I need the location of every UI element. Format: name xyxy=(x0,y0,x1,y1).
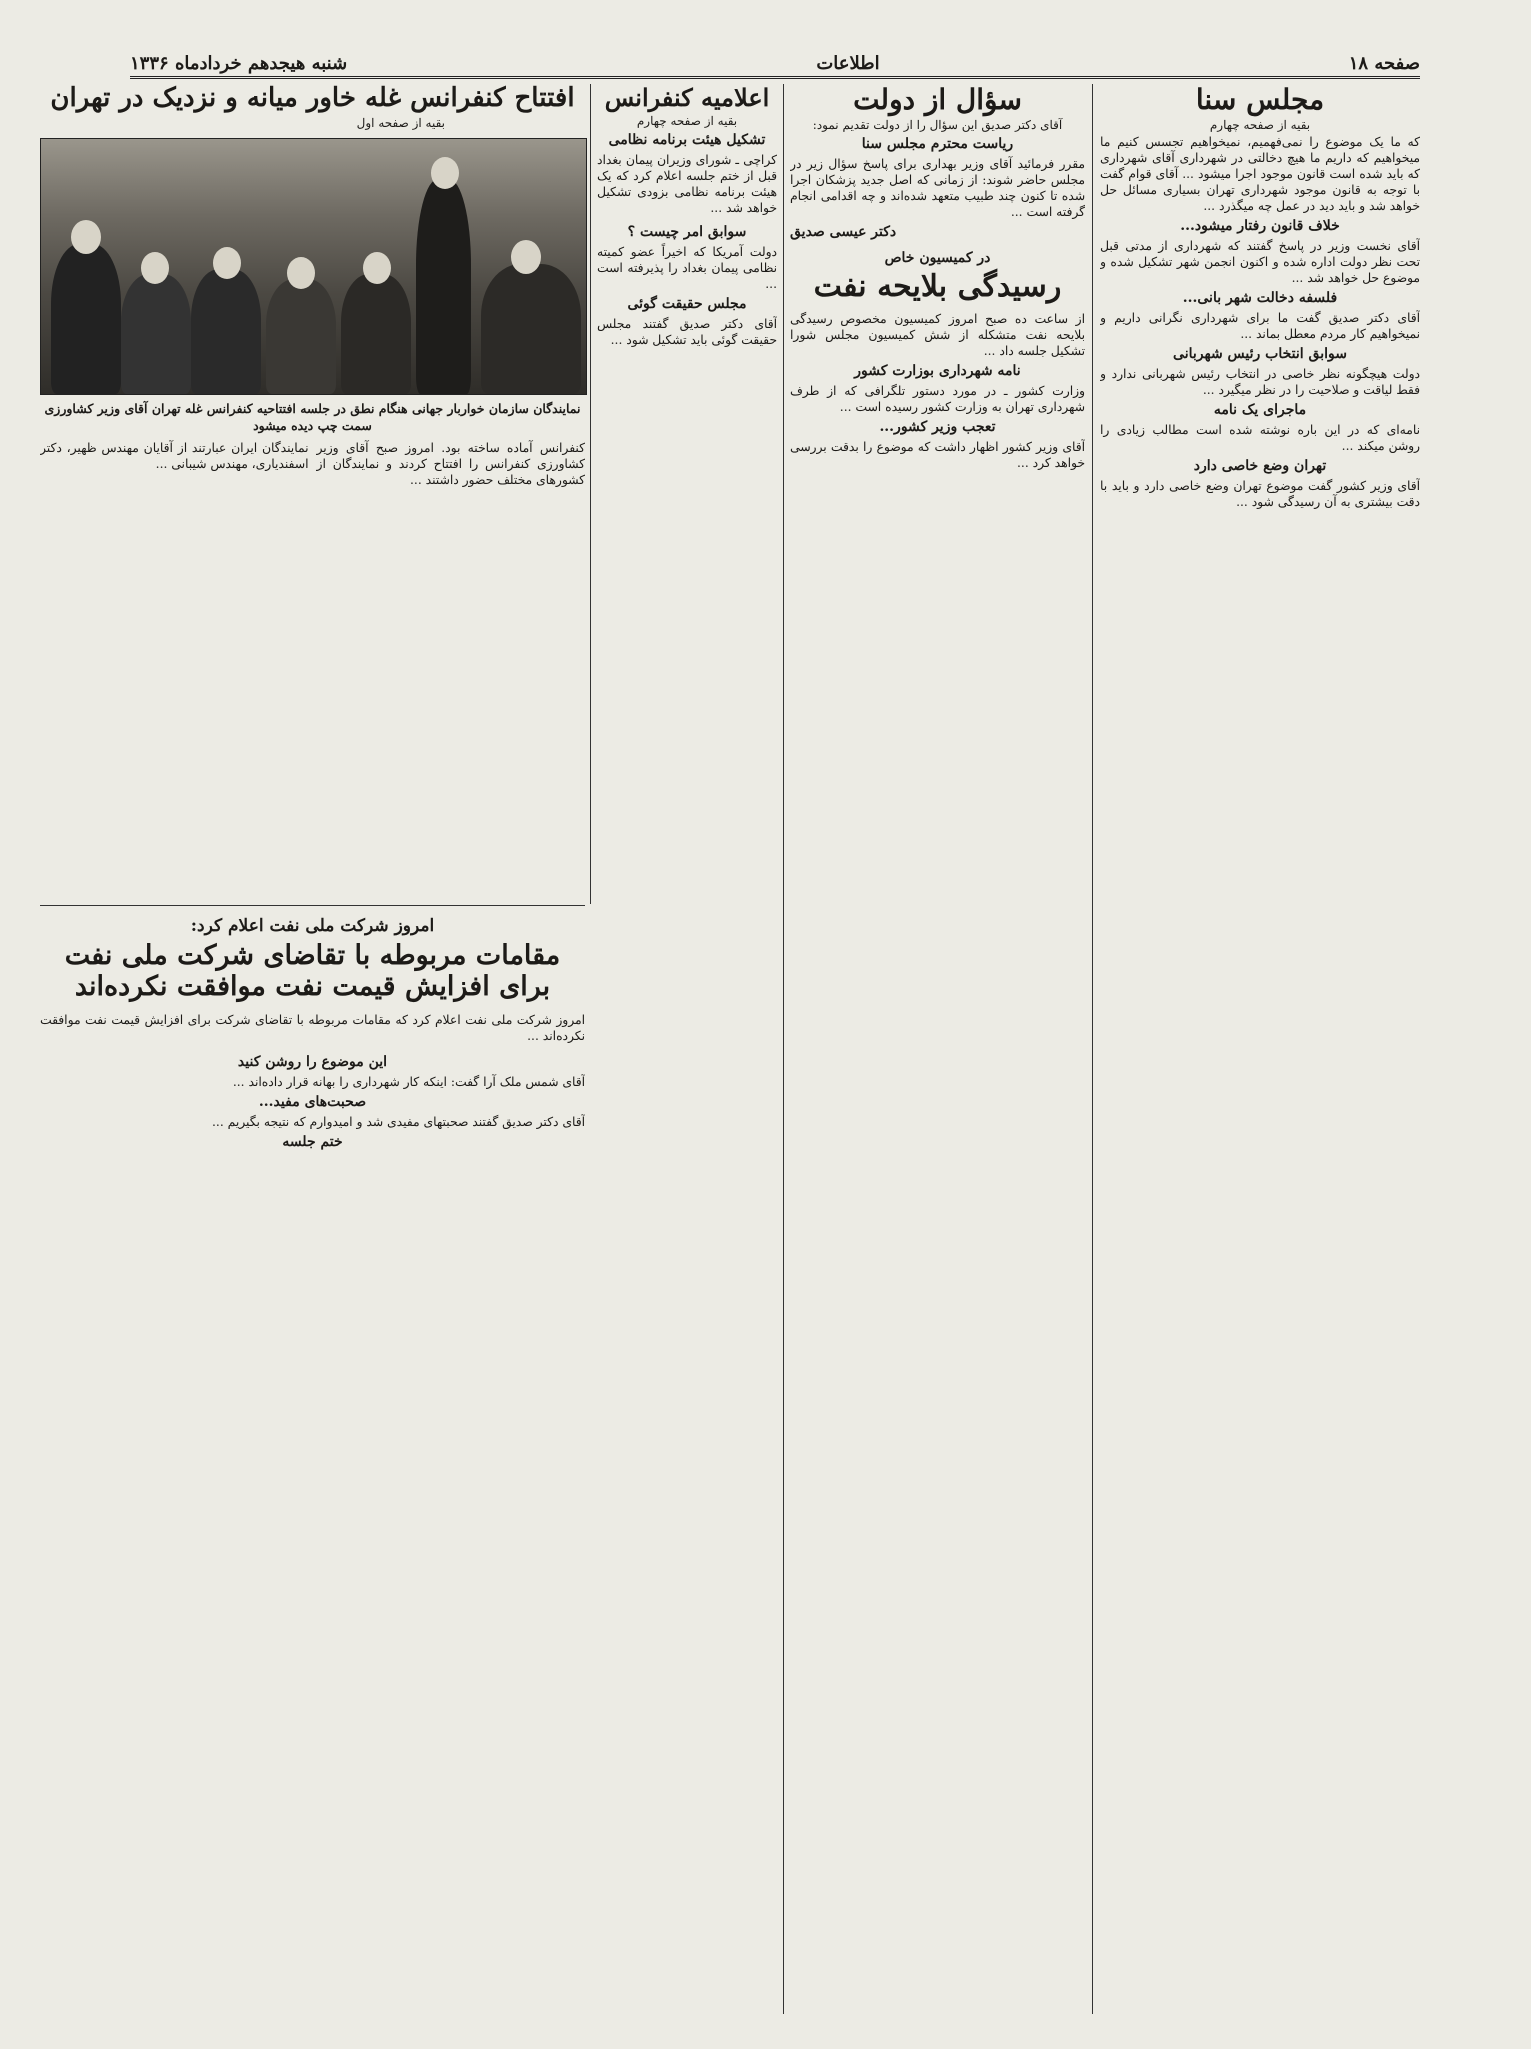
oil-bill-kicker: در کمیسیون خاص xyxy=(884,250,991,267)
senate-continued: بقیه از صفحه چهارم xyxy=(1209,118,1311,133)
page-label: صفحه ۱۸ xyxy=(1348,52,1420,74)
conference-body-2: نمایندگان ایران عبارتند از آقایان مهندس ظهیر، دکتر اسفندیاری، مهندس شیبانی ... xyxy=(40,441,309,471)
communique-column xyxy=(597,84,777,2014)
question-column xyxy=(790,84,1085,2014)
communique-body-2: دولت آمریکا که اخیراً عضو کمیته نظامی پیمان بغداد را پذیرفته است ... xyxy=(597,244,777,291)
oil-bill-headline: رسیدگی بلایحه نفت xyxy=(813,269,1062,305)
question-title: سؤال از دولت xyxy=(853,84,1022,116)
senate-section-5: تهران وضع خاصی دارد xyxy=(1193,458,1327,475)
communique-title: اعلامیه کنفرانس xyxy=(604,84,770,112)
senate-body-6: آقای وزیر کشور گفت موضوع تهران وضع خاصی دارد و باید با دقت بیشتری به آن رسیدگی شود ... xyxy=(1100,479,1420,510)
column-rule xyxy=(1092,84,1093,2014)
conference-body: کنفرانس آماده ساخته بود. امروز صبح آقای وزیر کشاورزی کنفرانس را افتتاح کردند و نمایندگان از کشورهای مختلف حضور داشتند ... xyxy=(316,441,585,487)
communique-section-1: سوابق امر چیست ؟ xyxy=(627,223,747,240)
senate-body: که ما یک موضوع را نمی‌فهمیم، نمیخواهیم تجسس کنیم ما میخواهیم که داریم ما هیچ دخالتی در شهرداری آقای شهرداری که باید شده است قانون موجود اجرا میشود ... آقای قوام گفت با توجه به قانون موجود شهرداری تهران بسیاری مسائل حل خواهد شد و باید دید در عمل چه میگذرد ... xyxy=(1100,135,1420,214)
senate-body-5: نامه‌ای که در این باره نوشته شده است مطالب زیادی را روشن میکند ... xyxy=(1100,423,1420,454)
oil-section-2: صحبت‌های مفید... xyxy=(258,1094,367,1111)
senate-body-4: دولت هیچگونه نظر خاصی در انتخاب رئیس شهربانی ندارد و فقط لیاقت و صلاحیت را در نظر میگیرد ... xyxy=(1100,367,1420,398)
conference-continued: بقیه از صفحه اول xyxy=(356,115,445,130)
conference-photo xyxy=(40,138,587,395)
conference-title: افتتاح کنفرانس غله خاور میانه و نزدیک در تهران xyxy=(50,84,575,113)
column-rule xyxy=(590,84,591,904)
senate-column xyxy=(1100,84,1420,2014)
question-signature: دکتر عیسی صدیق xyxy=(790,224,897,241)
section-rule xyxy=(40,905,585,906)
question-section-2: تعجب وزیر کشور... xyxy=(879,418,996,435)
oil-headline: مقامات مربوطه با تقاضای شرکت ملی نفت برای افزایش قیمت نفت موافقت نکرده‌اند xyxy=(64,940,561,1003)
issue-date: شنبه هیجدهم خردادماه ۱۳۳۶ xyxy=(130,52,348,74)
communique-continued: بقیه از صفحه چهارم xyxy=(636,113,738,128)
paper-name: اطلاعات xyxy=(816,52,880,74)
communique-body: کراچی ـ شورای وزیران پیمان بغداد قبل از ختم جلسه اعلام کرد که یک هیئت برنامه نظامی بزودی تشکیل خواهد شد ... xyxy=(597,152,777,215)
senate-body-2: آقای نخست وزیر در پاسخ گفتند که شهرداری از مدتی قبل تحت نظر دولت اداره شده و اکنون انجمن شهر تشکیل شده و موضوع حل خواهد شد ... xyxy=(1100,239,1420,286)
senate-title: مجلس سنا xyxy=(1195,84,1325,116)
senate-section-3: سوابق انتخاب رئیس شهربانی xyxy=(1173,346,1347,363)
conference-body-area xyxy=(40,440,585,900)
question-lead: آقای دکتر صدیق این سؤال را از دولت تقدیم نمود: xyxy=(812,118,1063,133)
oil-body-3: آقای دکتر صدیق گفتند صحبتهای مفیدی شد و امیدوارم که نتیجه بگیریم ... xyxy=(212,1115,585,1130)
senate-section-4: ماجرای یک نامه xyxy=(1213,402,1307,419)
senate-body-3: آقای دکتر صدیق گفت ما برای شهرداری نگرانی داریم و نمیخواهیم کار مردم معطل بماند ... xyxy=(1100,311,1420,342)
photo-caption: نمایندگان سازمان خواربار جهانی هنگام نطق در جلسه افتتاحیه کنفرانس غله تهران آقای وزیر کشاورزی سمت چپ دیده میشود xyxy=(44,401,581,433)
communique-sub: تشکیل هیئت برنامه نظامی xyxy=(608,131,766,148)
masthead xyxy=(130,50,1420,79)
communique-section-2: مجلس حقیقت گوئی xyxy=(627,295,747,312)
question-addressee: ریاست محترم مجلس سنا xyxy=(861,136,1014,153)
oil-story xyxy=(40,912,585,2012)
question-body-4: آقای وزیر کشور اظهار داشت که موضوع را بدقت بررسی خواهد کرد ... xyxy=(790,439,1085,470)
session-close: ختم جلسه xyxy=(282,1134,343,1151)
question-body-3: وزارت کشور ـ در مورد دستور تلگرافی که از طرف شهرداری تهران به وزارت کشور رسیده است ... xyxy=(790,383,1085,414)
question-section-1: نامه شهرداری بوزارت کشور xyxy=(854,362,1021,379)
senate-section-2: فلسفه دخالت شهر بانی... xyxy=(1182,290,1338,307)
oil-body: امروز شرکت ملی نفت اعلام کرد که مقامات مربوطه با تقاضای شرکت برای افزایش قیمت نفت موافقت نکرده‌اند ... xyxy=(40,1013,585,1044)
senate-section-1: خلاف قانون رفتار میشود... xyxy=(1180,218,1340,235)
communique-body-3: آقای دکتر صدیق گفتند مجلس حقیقت گوئی باید تشکیل شود ... xyxy=(597,316,777,347)
column-rule xyxy=(783,84,784,2014)
oil-kicker: امروز شرکت ملی نفت اعلام کرد: xyxy=(190,916,435,936)
oil-section-1: این موضوع را روشن کنید xyxy=(237,1054,388,1071)
question-body: مقرر فرمائید آقای وزیر بهداری برای پاسخ سؤال زیر در مجلس حاضر شوند: از زمانی که اصل جدید پزشکان اجرا شده تا کنون چند طبیب متعهد شده‌اند و چه اقدامی انجام گرفته است ... xyxy=(790,157,1085,220)
oil-bill-body: از ساعت ده صبح امروز کمیسیون مخصوص رسیدگی بلایحه نفت متشکله از شش کمیسیون مجلس شورا تشکیل جلسه داد ... xyxy=(790,311,1085,358)
oil-body-2: آقای شمس ملک آرا گفت: اینکه کار شهرداری را بهانه قرار داده‌اند ... xyxy=(232,1075,585,1090)
